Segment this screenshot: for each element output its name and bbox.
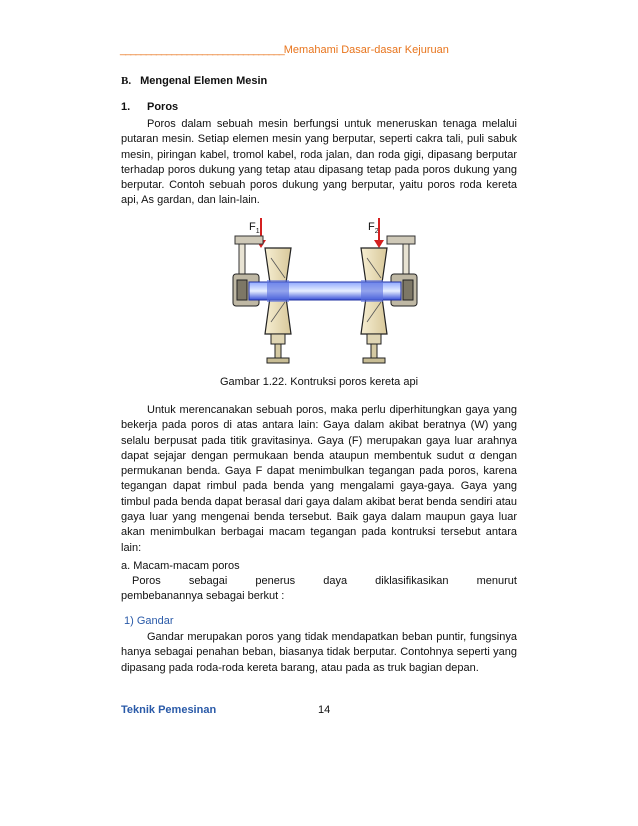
list-item-a-line2: pembebanannya sebagai berkut : [121,590,285,602]
paragraph-gaya: Untuk merencanakan sebuah poros, maka perlu diperhitungkan gaya yang bekerja pada poros di atas antara lain: Gaya dalam akibat beratnya (W) yang selalu berpusat pada titik gravitasinya. Gaya (F) merupakan gaya luar arahnya dapat sejajar dengan permukaan benda ataupun membentuk sudut α dengan permukanan benda. Gaya F dapat menimbulkan tegangan pada poros, karena tegangan dapat rimbul pada benda yang mengalami gaya-gaya. Gaya yang timbul pada benda dapat berasal dari gaya dalam akibat berat benda sendiri atau gaya luar yang mengenai benda tersebut. Baik gaya dalam maupun gaya luar akan menimbulkan berbagai macam tegangan pada kontruksi tersebut antara lain: [121,404,517,554]
footer-book-title: Teknik Pemesinan [121,704,217,716]
header-title: Memahami Dasar-dasar Kejuruan [283,44,449,56]
force-1-subscript: 1 [255,228,260,236]
subsection-heading [121,101,178,113]
force-1-letter: F [249,221,256,233]
running-header [120,44,520,56]
section-heading [121,75,267,87]
list-item-a-line1 [121,575,517,587]
gandar-heading: 1) Gandar [124,615,174,627]
section-letter: B. [121,75,132,87]
paragraph-poros: Poros dalam sebuah mesin berfungsi untuk meneruskan tenaga melalui putaran mesin. Setiap elemen mesin yang berputar, seperti cakra tali, puli sabuk mesin, piringan kabel, tromol kabel, roda jalan, dan roda gigi, dipasang berputar terhadap poros dukung yang tetap atau dipasang tetap pada poros dukung yang berputar. Contoh sebuah poros dukung yang berputar, yaitu poros roda kereta api, As gardan, dan lain-lain. [121,118,517,207]
subsection-title: Poros [147,101,179,113]
axle-shaft [249,280,401,302]
word-1: Poros [132,575,161,587]
subsection-number: 1. [121,101,131,113]
wheel-right [361,248,387,363]
railway-axle-figure [227,218,423,366]
page-number: 14 [318,704,331,716]
force-2-subscript: 2 [374,228,379,236]
paragraph-gandar: Gandar merupakan poros yang tidak mendapatkan beban puntir, fungsinya hanya sebagai penahan beban, biasanya tidak berputar. Contohnya seperti yang dipasang pada roda-roda kereta barang, atau pada as truk bagian depan. [121,631,517,674]
force-2-letter: F [368,221,375,233]
list-item-a-heading: a. Macam-macam poros [121,560,240,572]
wheel-left [265,248,291,363]
figure-caption: Gambar 1.22. Kontruksi poros kereta api [219,376,419,388]
word-5: diklasifikasikan [375,575,449,587]
section-title: Mengenal Elemen Mesin [140,75,268,87]
word-4: daya [323,575,348,587]
word-3: penerus [255,575,296,587]
word-2: sebagai [188,575,228,587]
word-6: menurut [476,575,517,587]
header-rule: ________________________________ [120,44,284,56]
force-arrow-f2 [374,218,384,248]
